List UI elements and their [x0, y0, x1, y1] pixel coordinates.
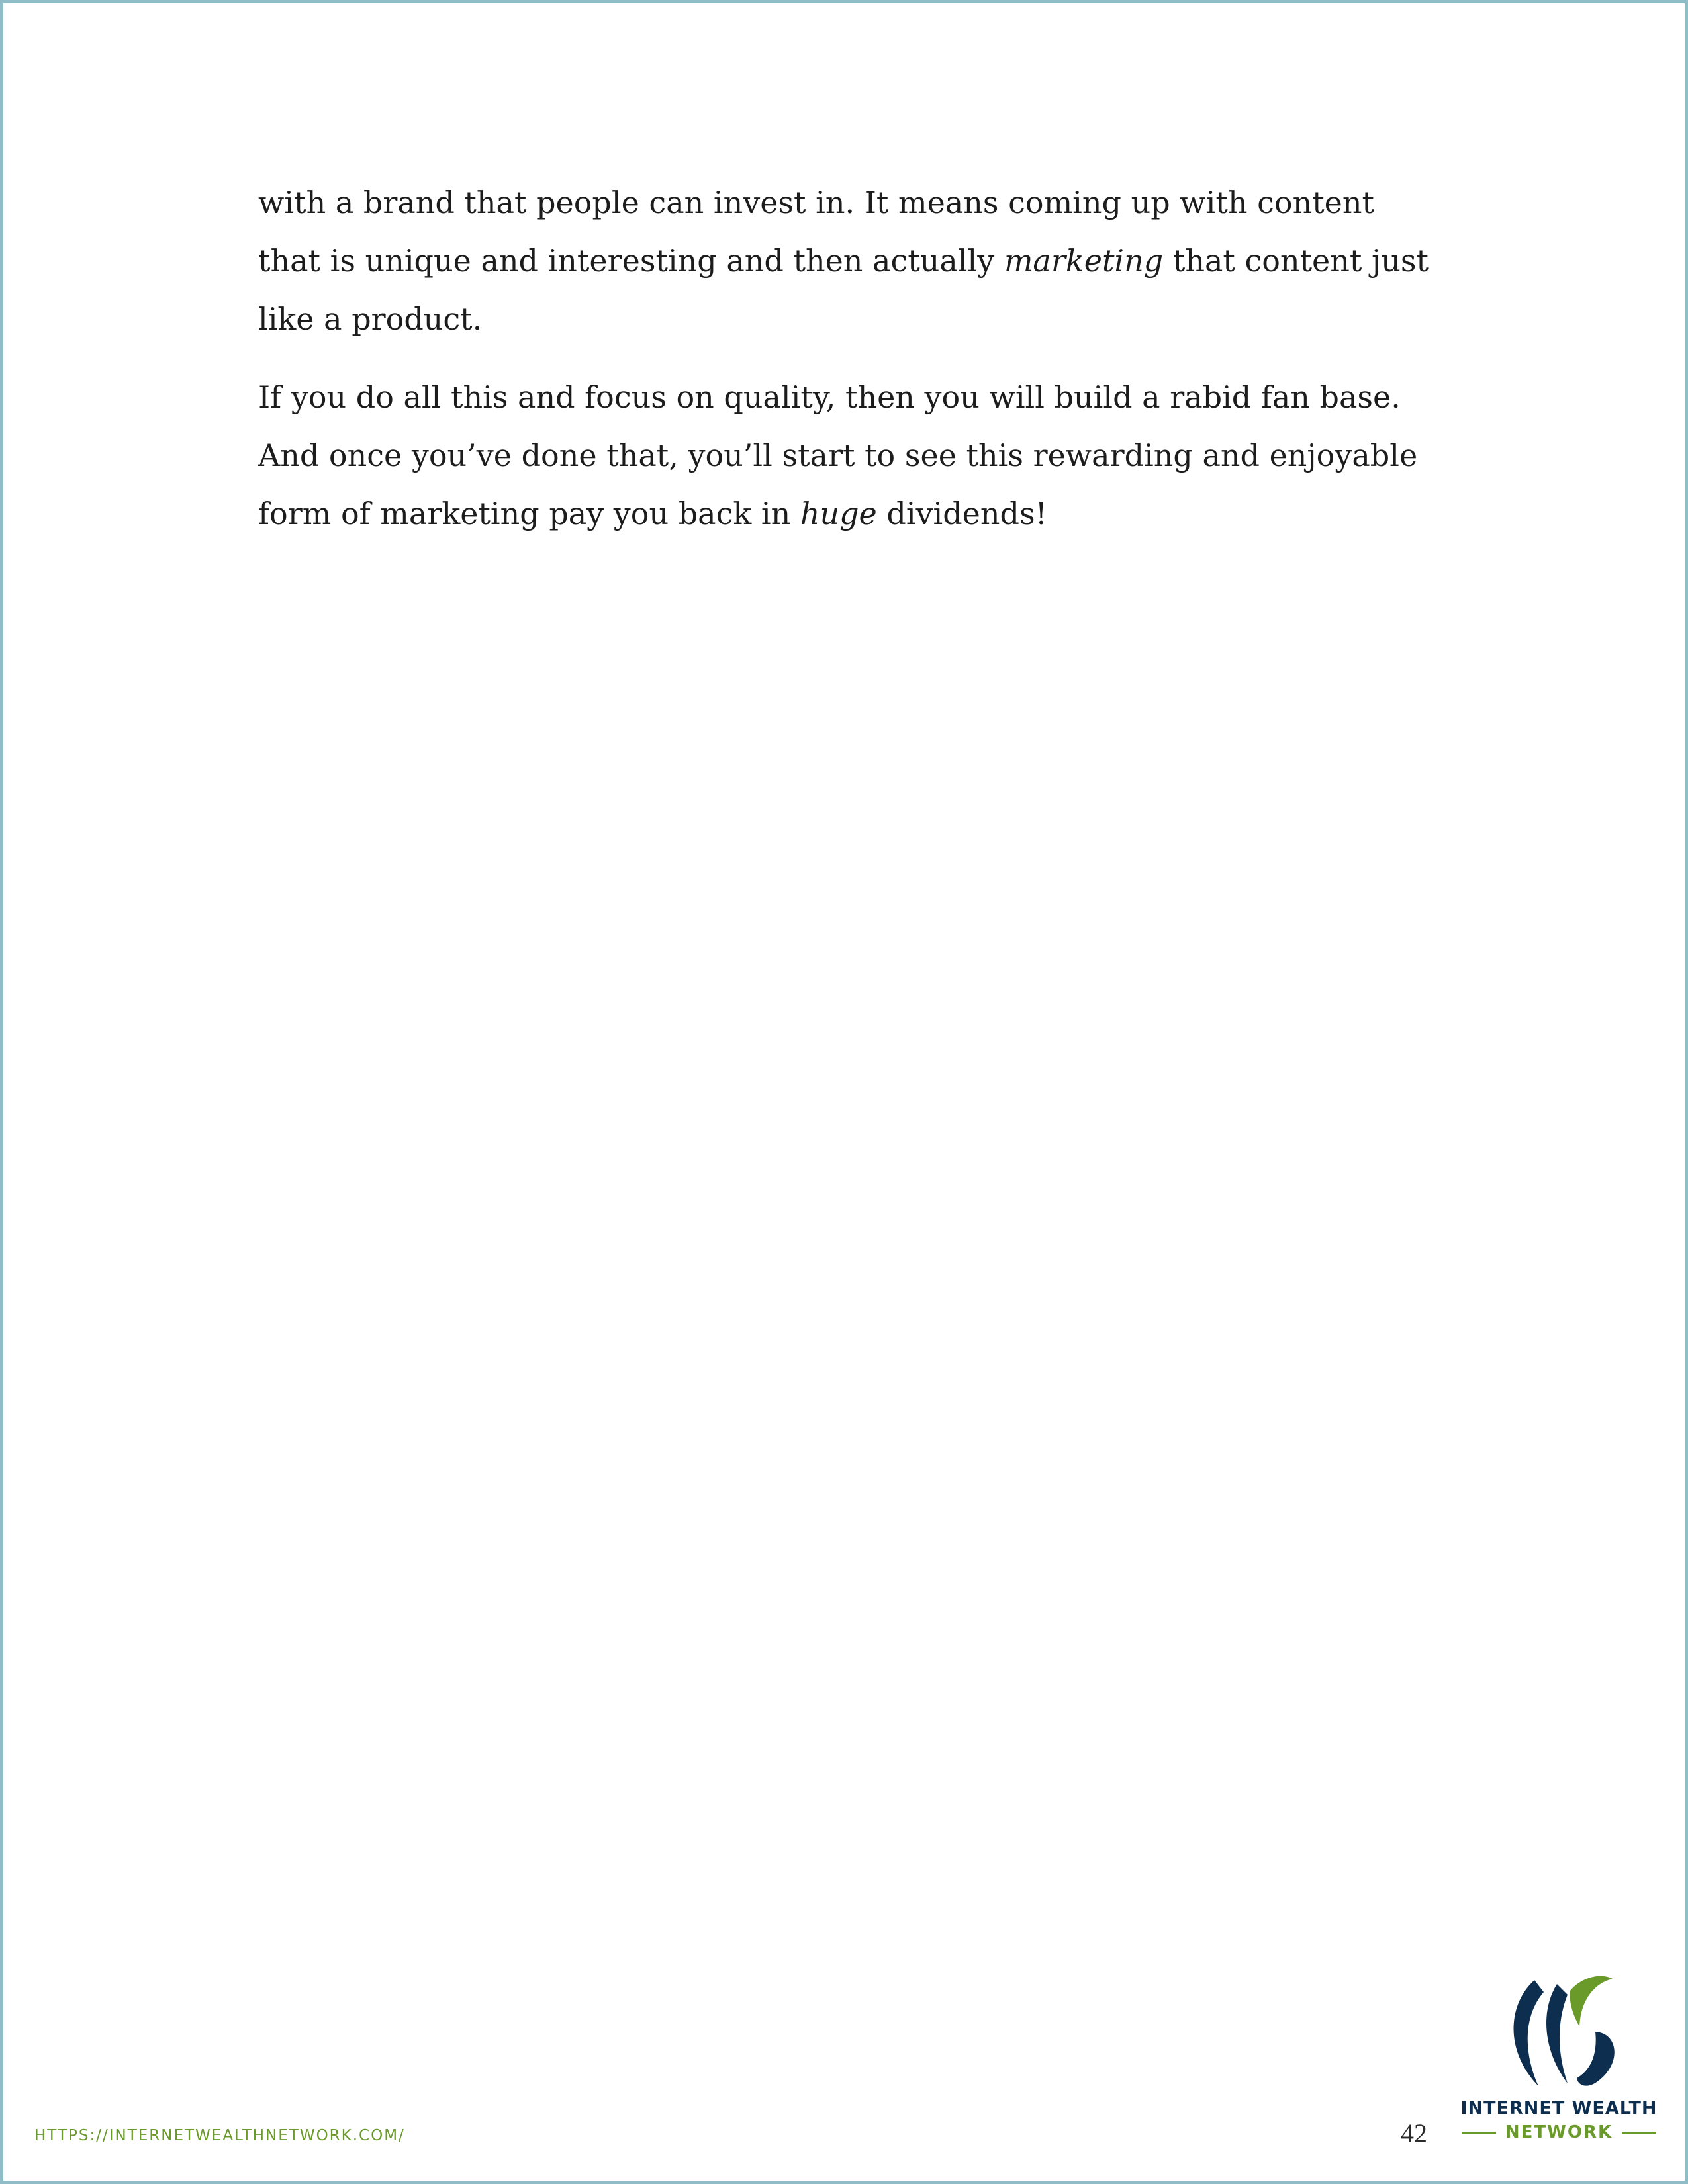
emphasis-marketing: marketing: [1004, 243, 1164, 279]
internet-wealth-network-logo: [1453, 1972, 1665, 2151]
logo-navy-crescent: [1514, 1980, 1544, 2086]
logo-navy-swoosh: [1546, 1984, 1568, 2083]
logo-rule-right: [1622, 2132, 1656, 2134]
emphasis-huge: huge: [800, 496, 877, 531]
logo-green-leaf: [1570, 1976, 1613, 2026]
footer-url-link[interactable]: HTTPS://INTERNETWEALTHNETWORK.COM/: [34, 2127, 405, 2144]
logo-subtitle: [1453, 2120, 1665, 2144]
body-text: [258, 173, 1443, 563]
paragraph-fan-base: If you do all this and focus on quality, then you will build a rabid fan base. And once you’ve done that, you’ll start to see this rewarding and enjoyable form of marketing pay you back in huge dividends!: [258, 379, 1418, 531]
paragraph-brand-content: with a brand that people can invest in. It means coming up with content that is unique and interesting and then actually marketing that content just like a product.: [258, 185, 1429, 337]
logo-swoosh-icon: [1496, 1972, 1622, 2091]
page-number: 42: [1401, 2118, 1427, 2148]
logo-title: INTERNET WEALTH: [1460, 2098, 1658, 2118]
logo-network-word: NETWORK: [1505, 2122, 1613, 2142]
logo-rule-left: [1462, 2132, 1496, 2134]
logo-navy-blob: [1577, 2032, 1615, 2086]
